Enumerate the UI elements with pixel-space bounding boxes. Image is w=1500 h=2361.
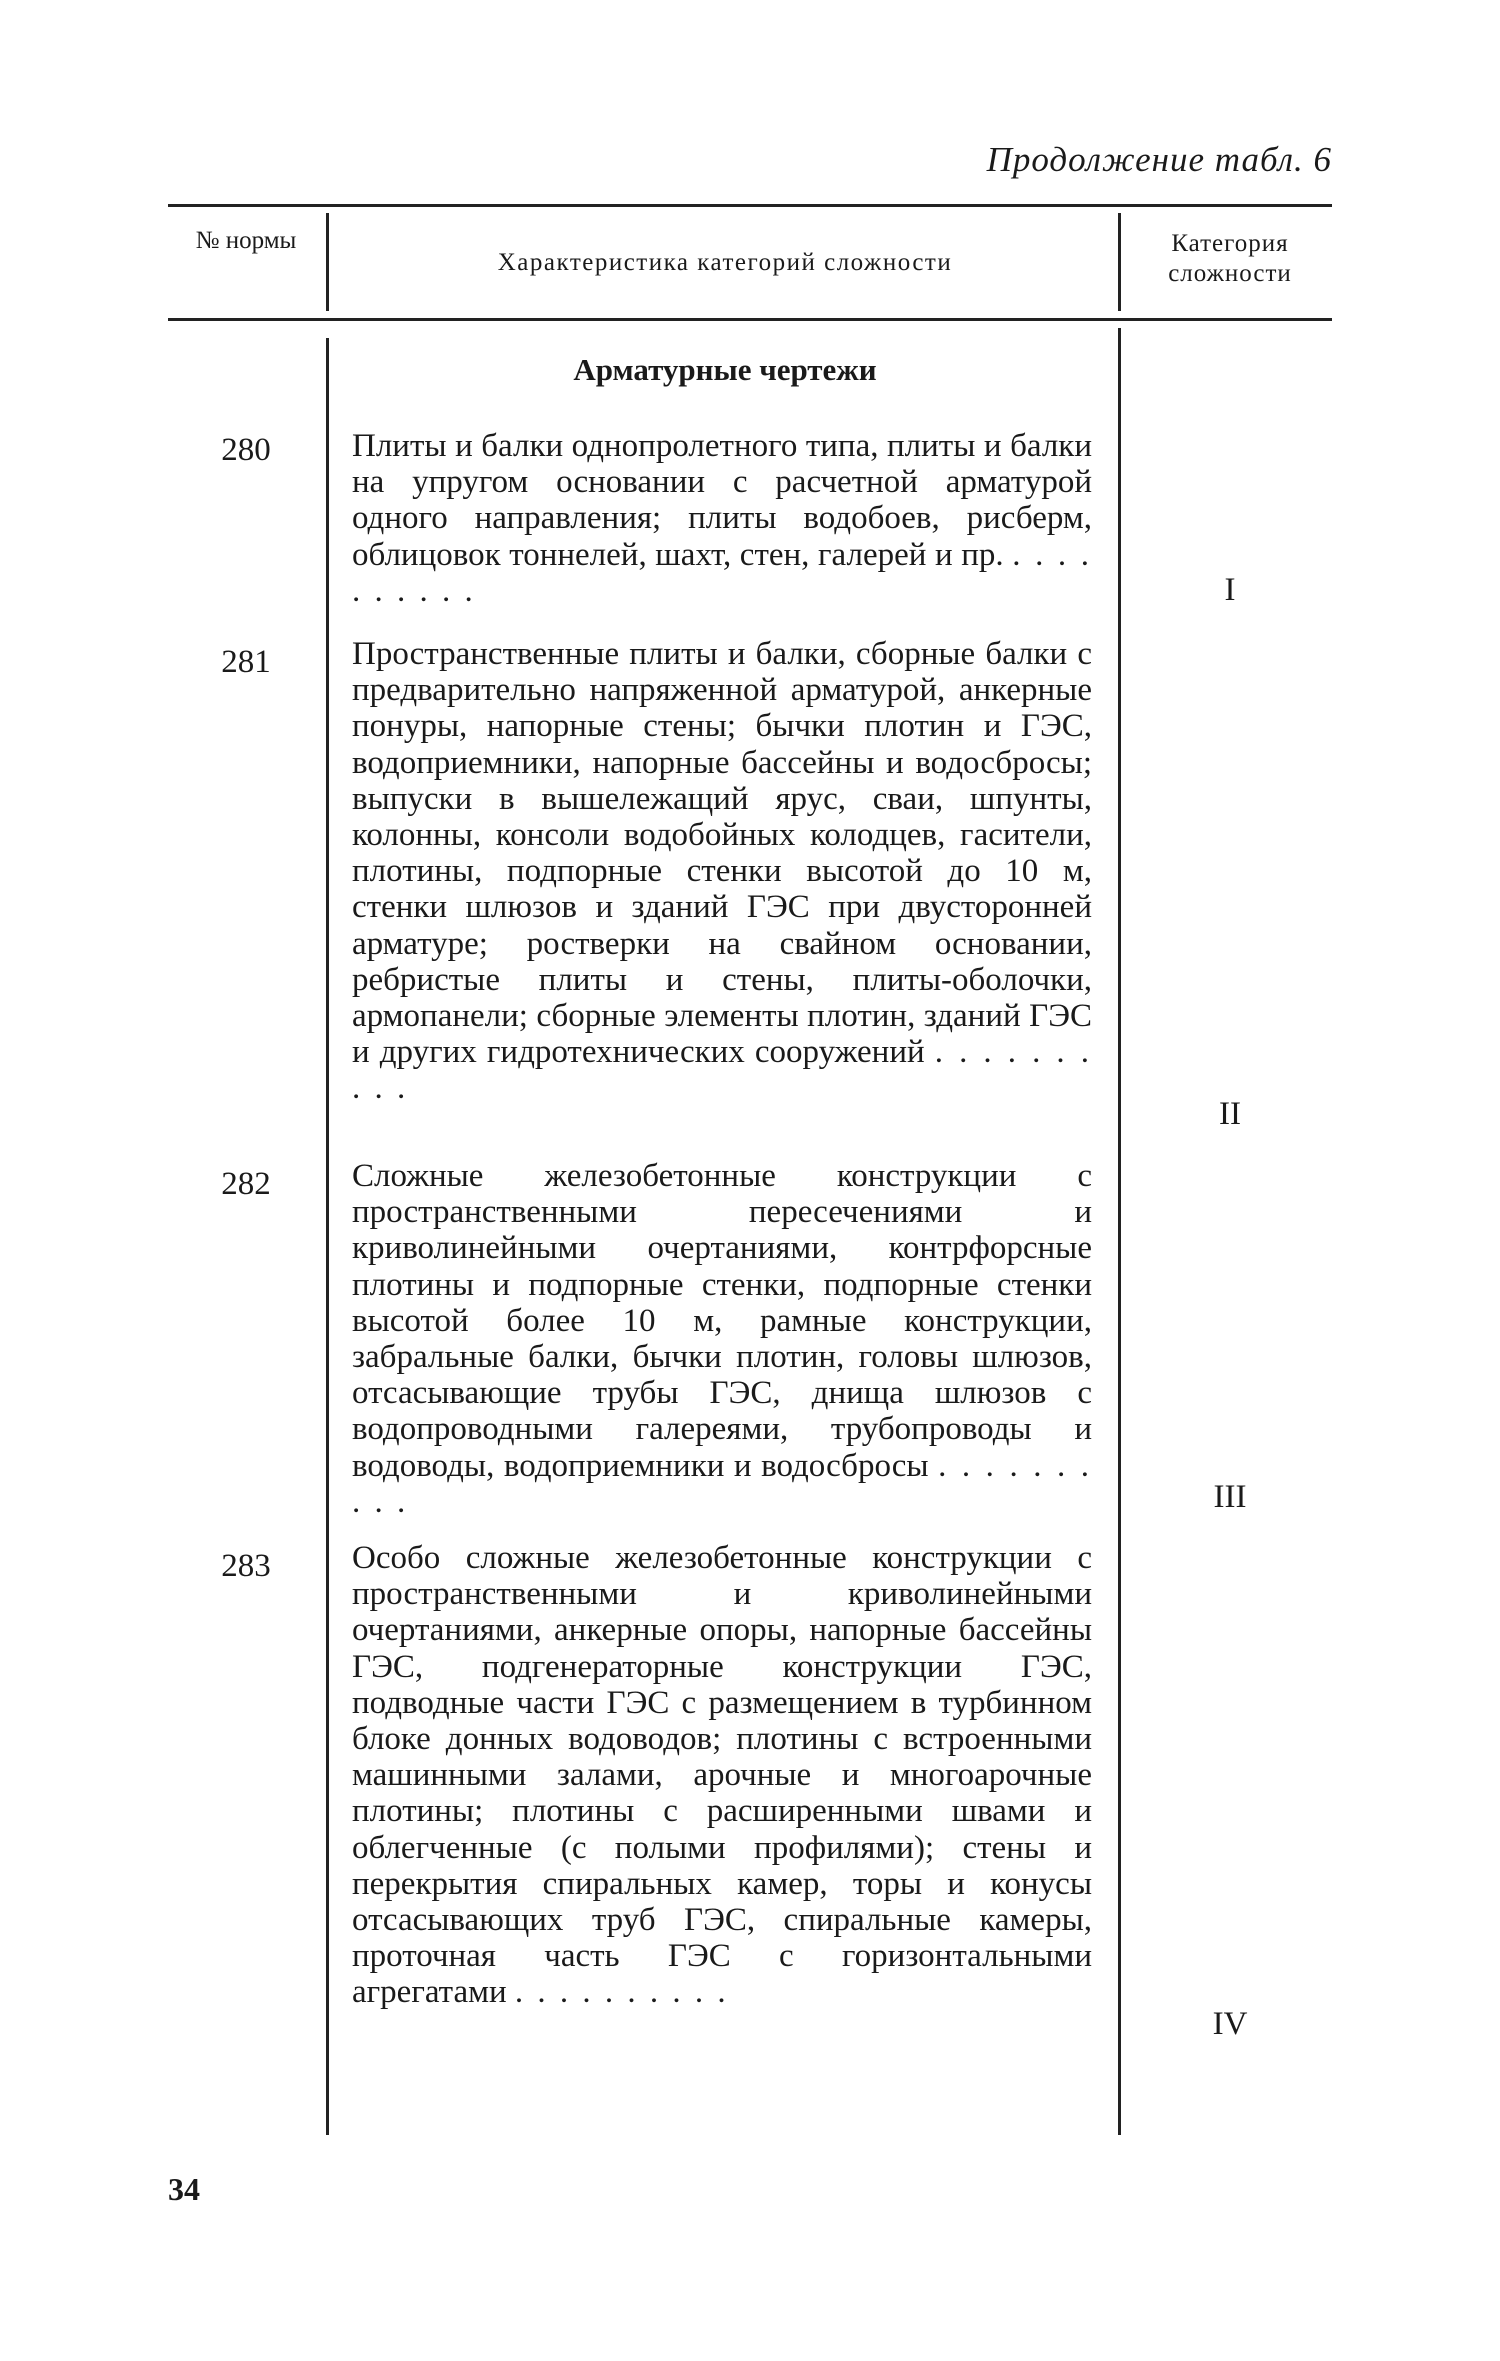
row-281-text: Пространственные плиты и балки, сборные балки с предварительно напряженной арматурой, анкерные понуры, напорные стены; бычки плотин и ГЭС, водоприемники, напорные бассейны и водосбросы; выпуски в вышележащий ярус, сваи, шпунты, колонны, консоли водобойных колодцев, гасители, плотины, подпорные стенки высотой до 10 м, стенки шлюзов и зданий ГЭС при двусторонней арматуре; ростверки на свайном основании, ребристые плиты и стены, плиты-оболочки, армопанели; сборные элементы плотин, зданий ГЭС и других гидротехнических сооружений [352,636,1092,1071]
row-281-category: II [1219,1096,1241,1132]
row-280-category: I [1224,572,1236,608]
row-283-leader-dots: . . . . . . . . . . [514,1974,729,2011]
row-280-leader-dots: . . . . . . . . . . [352,536,1093,609]
page-number: 34 [168,2171,200,2207]
row-280-description [352,428,1092,609]
table-top-rule [168,204,1332,207]
row-280-text: Плиты и балки однопролетного типа, плиты и балки на упругом основании с расчетной арматурой одного направления; плиты водобоев, рисберм, облицовок тоннелей, шахт, стен, галерей и пр. [352,428,1092,573]
column-divider-right [1118,328,1121,2135]
header-category: Категория сложности [1168,230,1292,287]
table-continuation-caption: Продолжение табл. 6 [986,140,1332,179]
row-283-description [352,1540,1092,2011]
row-282-description [352,1158,1092,1520]
row-282-leader-dots: . . . . . . . . . . [352,1447,1093,1520]
row-282-number: 282 [221,1166,271,1202]
row-283-number: 283 [221,1548,271,1584]
row-281-number: 281 [221,644,271,680]
header-norm-number [170,226,322,256]
header-characteristic: Характеристика категорий сложности [497,249,953,276]
header-divider-left [326,213,329,311]
row-283-text: Особо сложные железобетонные конструкции с пространственными и криволинейными очертаниями, анкерные опоры, напорные бассейны ГЭС, подгенераторные конструкции ГЭС, подводные части ГЭС с размещением в турбинном блоке донных водоводов; плотины с встроенными машинными залами, арочные и многоарочные плотины; плотины с расширенными швами и облегченные (с полыми профилями); стены и перекрытия спиральных камер, торы и конусы отсасывающих труб ГЭС, спиральные камеры, проточная часть ГЭС с горизонтальными агрегатами [352,1540,1092,2011]
row-282-text: Сложные железобетонные конструкции с пространственными пересечениями и криволинейными очертаниями, контрфорсные плотины и подпорные стенки, подпорные стенки высотой более 10 м, рамные конструкции, забральные балки, бычки плотин, головы шлюзов, отсасывающие трубы ГЭС, днища шлюзов с водопроводными галереями, трубопроводы и водоводы, водоприемники и водосбросы [352,1158,1092,1484]
row-281-description [352,636,1092,1107]
section-title: Арматурные чертежи [573,352,877,387]
row-283-category: IV [1212,2006,1248,2042]
column-divider-left [326,338,329,2135]
table-header-rule [168,318,1332,321]
row-282-category: III [1213,1479,1247,1515]
header-norm-number-text: № нормы [195,227,297,254]
row-280-number: 280 [221,432,271,468]
row-281-leader-dots: . . . . . . . . . . [352,1034,1093,1107]
